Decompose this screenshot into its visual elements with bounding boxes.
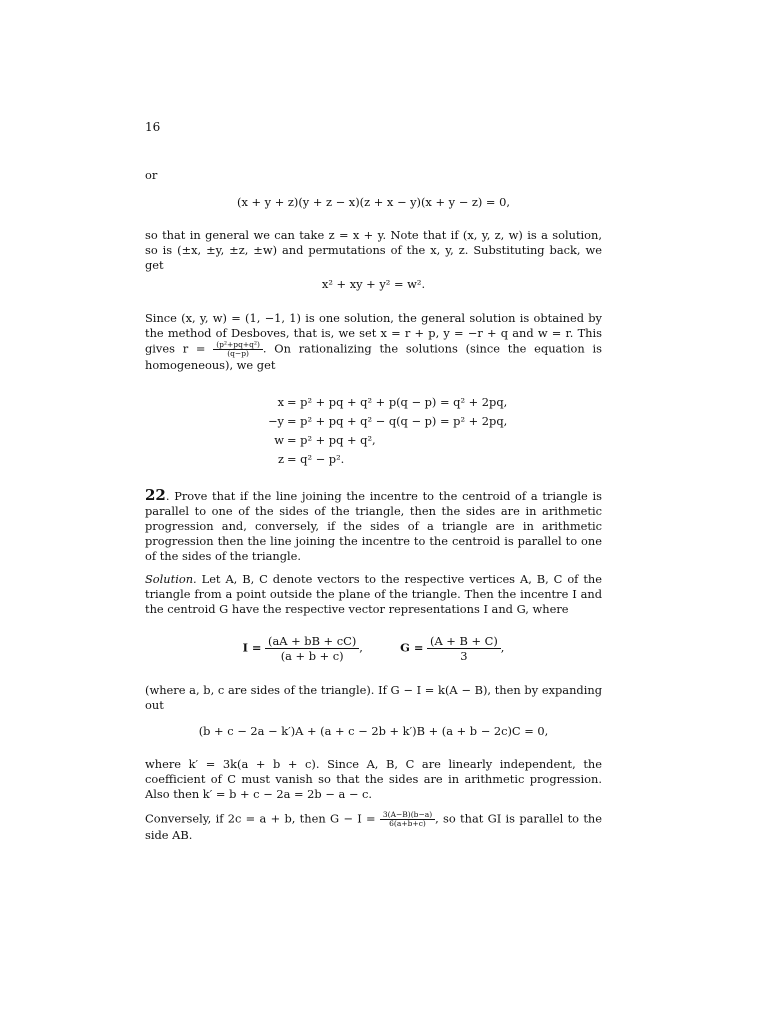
incentre-denominator: (a + b + c) — [280, 649, 344, 663]
fraction-denominator: (q−p) — [227, 349, 249, 358]
converse-numerator: 3(A−B)(b−a) — [380, 811, 435, 820]
paragraph-desboves — [145, 311, 602, 373]
problem-statement — [145, 488, 602, 564]
system-row — [255, 431, 507, 450]
converse-text-end: , so that GI is parallel to the side AB. — [145, 811, 602, 842]
system-rhs: = p² + pq + q² − q(q − p) = p² + 2pq, — [287, 414, 508, 428]
solution-text: Let A, B, C denote vectors to the respective vertices A, B, C of the triangle from a point outside the plane of the triangle. Then the incentre I and the centroid G have the respective vector representations I and G, where — [145, 572, 602, 616]
system-rhs: = p² + pq + q² + p(q − p) = q² + 2pq, — [287, 395, 508, 409]
centroid-denominator: 3 — [460, 649, 468, 663]
equation-factorization: (x + y + z)(y + z − x)(z + x − y)(x + y − z) = 0, — [237, 195, 510, 209]
incentre-numerator: (aA + bB + cC) — [265, 634, 359, 649]
desboves-text-end: . On rationalizing the solutions (since the equation is homogeneous), we get — [145, 341, 603, 372]
centroid-fraction — [427, 634, 501, 663]
paragraph-text: so that in general we can take z = x + y. Note that if (x, y, z, w) is a solution, so is (±x, ±y, ±z, ±w) and permutations of the x, y, z. Substituting back, we get — [145, 228, 602, 272]
paragraph-converse — [145, 811, 602, 843]
page-number: 16 — [145, 120, 161, 134]
paragraph-expanding — [145, 683, 602, 713]
system-lhs: z — [277, 452, 284, 466]
system-rhs: = p² + pq + q², — [287, 433, 376, 447]
converse-fraction — [380, 811, 435, 828]
paragraph-text: where k′ = 3k(a + b + c). Since A, B, C are linearly independent, the coefficient of C must vanish so that the sides are in arithmetic progression. Also then k′ = b + c − 2a = 2b − a − c. — [145, 757, 602, 801]
desboves-text: Since (x, y, w) = (1, −1, 1) is one solution, the general solution is obtained by the method of Desboves, that is, we set x = r + p, y = −r + q and w = r. This gives r = — [145, 311, 602, 356]
system-lhs: −y — [268, 414, 284, 428]
equation-expansion: (b + c − 2a − k′)A + (a + c − 2b + k′)B + (a + b − 2c)C = 0, — [198, 724, 549, 738]
paragraph-text: (where a, b, c are sides of the triangle). If G − I = k(A − B), then by expanding out — [145, 683, 602, 712]
solution-label: Solution. — [145, 572, 197, 586]
system-row — [255, 412, 507, 431]
paragraph-independence — [145, 757, 602, 802]
system-lhs: w — [274, 433, 284, 447]
incentre-fraction — [265, 634, 359, 663]
paragraph-substitution — [145, 228, 602, 273]
problem-text: . Prove that if the line joining the incentre to the centroid of a triangle is parallel to one of the sides of the triangle, then the sides are in arithmetic progression and, conversely, if the sides of a triangle are in arithmetic progression then the line joining the incentre to the centroid is parallel to one of the sides of the triangle. — [145, 489, 602, 563]
incentre-lhs: I = — [242, 640, 262, 655]
equation-conic: x² + xy + y² = w². — [321, 277, 426, 291]
fraction-numerator: (p²+pq+q²) — [213, 341, 263, 350]
centroid-numerator: (A + B + C) — [427, 634, 501, 649]
system-row — [255, 450, 507, 469]
converse-denominator: 6(a+b+c) — [389, 819, 426, 828]
fraction-r — [213, 341, 263, 358]
converse-text: Conversely, if 2c = a + b, then G − I = — [145, 811, 376, 826]
solution-paragraph — [145, 572, 602, 617]
solution-system — [255, 393, 507, 469]
equation-vectors: I = $\frac{(aA + bB + cC)}{(a + b + c)}$ , G = $\frac{(A + B + C)}{3}$ , — [242, 634, 505, 663]
problem-number: 22 — [145, 486, 166, 504]
opening-word: or — [145, 168, 158, 182]
system-rhs: = q² − p². — [287, 452, 345, 466]
system-lhs: x — [277, 395, 284, 409]
system-row — [255, 393, 507, 412]
centroid-lhs: G = — [400, 640, 424, 655]
